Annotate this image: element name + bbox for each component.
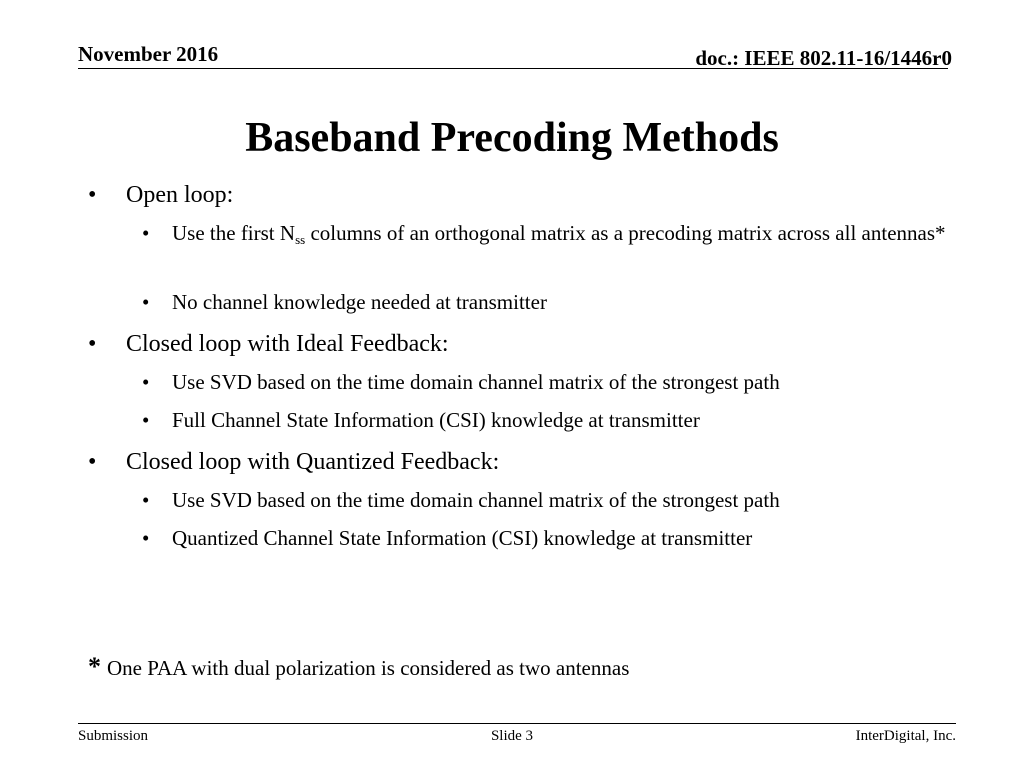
bullet-closed-loop-ideal (88, 330, 449, 358)
bullet-icon: • (142, 221, 150, 245)
bullet-open-loop (88, 181, 234, 209)
footer-slide-number: Slide 3 (490, 728, 534, 744)
bullet-icon: • (142, 526, 150, 550)
footnote-text: One PAA with dual polarization is considered as two antennas (107, 656, 630, 680)
header-doc-id: doc.: IEEE 802.11-16/1446r0 (695, 46, 952, 70)
bullet-icon: • (142, 408, 150, 432)
sub-bullet (142, 407, 700, 434)
sub-bullet-text: Quantized Channel State Information (CSI) knowledge at transmitter (172, 526, 753, 550)
sub-bullet (142, 369, 780, 396)
footnote-marker: * (88, 652, 101, 681)
sub-bullet (142, 220, 992, 247)
bullet-label: Closed loop with Ideal Feedback: (126, 331, 449, 357)
bullet-icon: • (88, 182, 97, 208)
bullet-icon: • (142, 488, 150, 512)
footer-divider (78, 723, 956, 724)
bullet-icon: • (142, 370, 150, 394)
bullet-icon: • (88, 331, 97, 357)
footer-submission: Submission (78, 728, 149, 744)
sub-bullet (142, 289, 547, 316)
slide-title: Baseband Precoding Methods (245, 115, 779, 161)
sub-bullet (142, 525, 753, 552)
sub-bullet-text-pre: Use the first N (172, 221, 296, 245)
bullet-icon: • (88, 449, 97, 475)
sub-bullet-text: No channel knowledge needed at transmitter (172, 290, 547, 314)
bullet-icon: • (142, 290, 150, 314)
header-date: November 2016 (78, 42, 219, 66)
bullet-closed-loop-quantized (88, 448, 500, 476)
bullet-label: Closed loop with Quantized Feedback: (126, 449, 500, 475)
footer-company: InterDigital, Inc. (855, 728, 956, 744)
sub-bullet-text: Use SVD based on the time domain channel matrix of the strongest path (172, 488, 780, 512)
footnote (88, 652, 629, 682)
sub-bullet-text-post: columns of an orthogonal matrix as a precoding matrix across all antennas* (305, 221, 946, 245)
header-divider (78, 68, 948, 69)
sub-bullet-text: Full Channel State Information (CSI) knowledge at transmitter (172, 408, 700, 432)
sub-bullet (142, 487, 780, 514)
sub-bullet-text: Use SVD based on the time domain channel matrix of the strongest path (172, 370, 780, 394)
subscript-ss: ss (295, 232, 306, 247)
bullet-label: Open loop: (126, 182, 234, 208)
